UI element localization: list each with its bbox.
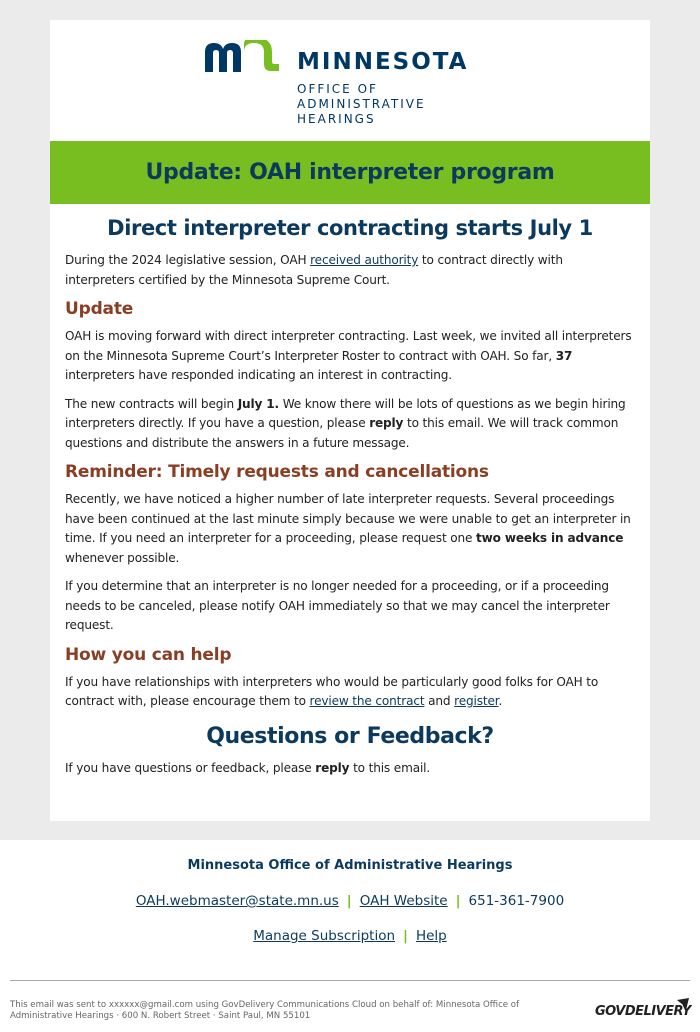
govdelivery-logo: GOVDELIVERY: [595, 1004, 691, 1019]
questions-heading: Questions or Feedback?: [206, 723, 494, 749]
intro-paragraph: During the 2024 legislative session, OAH received authority to contract directly with interpreters certified by the Minnesota Supreme Court.: [65, 253, 563, 287]
advance-notice: two weeks in advance: [475, 531, 624, 545]
email-card: [50, 20, 650, 821]
footer-disclaimer: This email was sent to xxxxxx@gmail.com using GovDelivery Communications Cloud on behalf of: Minnesota Office of Administrative Hearings · 600 N. Robert Street · Saint Paul, MN 55101: [10, 1000, 520, 1021]
intro-heading: Direct interpreter contracting starts July 1: [107, 216, 593, 240]
oah-website-link[interactable]: OAH Website: [359, 893, 448, 909]
banner-title: Update: OAH interpreter program: [145, 160, 555, 185]
footer: [0, 840, 700, 1032]
footer-subscription-links: [0, 928, 700, 944]
logo-wordmark: MINNESOTA: [297, 49, 469, 75]
footer-org-name: Minnesota Office of Administrative Hearings: [187, 858, 513, 873]
logo-sub-line: OFFICE OF: [297, 82, 378, 96]
logo-sub-line: HEARINGS: [297, 112, 376, 126]
received-authority-link[interactable]: received authority: [310, 253, 419, 267]
separator: |: [346, 893, 352, 909]
help-paragraph: If you have relationships with interpreters who would be particularly good folks for OAH to contract with, please encourage them to review the contract and register.: [65, 674, 599, 708]
interpreter-count: 37: [555, 348, 573, 363]
review-contract-link[interactable]: review the contract: [309, 694, 425, 708]
reminder-heading: Reminder: Timely requests and cancellations: [65, 462, 489, 482]
footer-divider: [10, 980, 690, 981]
questions-paragraph: If you have questions or feedback, please reply to this email.: [65, 760, 431, 775]
phone-number: 651-361-7900: [468, 893, 565, 909]
mn-logo-icon: [203, 40, 281, 74]
govdelivery-mark-icon: [677, 998, 689, 1010]
footer-contact-links: [0, 893, 700, 909]
webmaster-email-link[interactable]: OAH.webmaster@state.mn.us: [135, 893, 339, 909]
update-paragraph-2: The new contracts will begin July 1. We know there will be lots of questions as we begin hiring interpreters directly. If you have a question, please reply to this email. We will track common questions and distribute the answers in a future message.: [65, 396, 626, 450]
logo-subtitle: [297, 82, 426, 127]
reminder-paragraph-1: Recently, we have noticed a higher number of late interpreter requests. Several proceedings have been continued at the last minute simply because we were unable to get an interpreter in time. If you need an interpreter for a proceeding, please request one two weeks in advance whenever possible.: [65, 492, 631, 565]
reply-emphasis: reply: [369, 416, 404, 430]
logo-sub-line: ADMINISTRATIVE: [297, 97, 426, 111]
reminder-paragraph-2: If you determine that an interpreter is no longer needed for a proceeding, or if a proceeding needs to be canceled, please notify OAH immediately so that we may cancel the interpreter request.: [65, 579, 610, 632]
manage-subscription-link[interactable]: Manage Subscription: [253, 928, 396, 944]
register-link[interactable]: register: [454, 694, 499, 708]
separator: |: [455, 893, 461, 909]
help-link[interactable]: Help: [415, 928, 447, 944]
reply-emphasis: reply: [315, 760, 350, 775]
update-paragraph-1: OAH is moving forward with direct interpreter contracting. Last week, we invited all interpreters on the Minnesota Supreme Court’s Interpreter Roster to contract with OAH. So far, 37 interpreters have responded indicating an interest in contracting.: [65, 329, 632, 382]
email-body: [65, 216, 635, 778]
separator: |: [403, 928, 408, 944]
help-heading: How you can help: [65, 644, 232, 665]
start-date: July 1.: [237, 396, 279, 411]
mn-oah-logo: [203, 38, 503, 130]
banner: [50, 141, 650, 204]
update-heading: Update: [65, 299, 134, 319]
